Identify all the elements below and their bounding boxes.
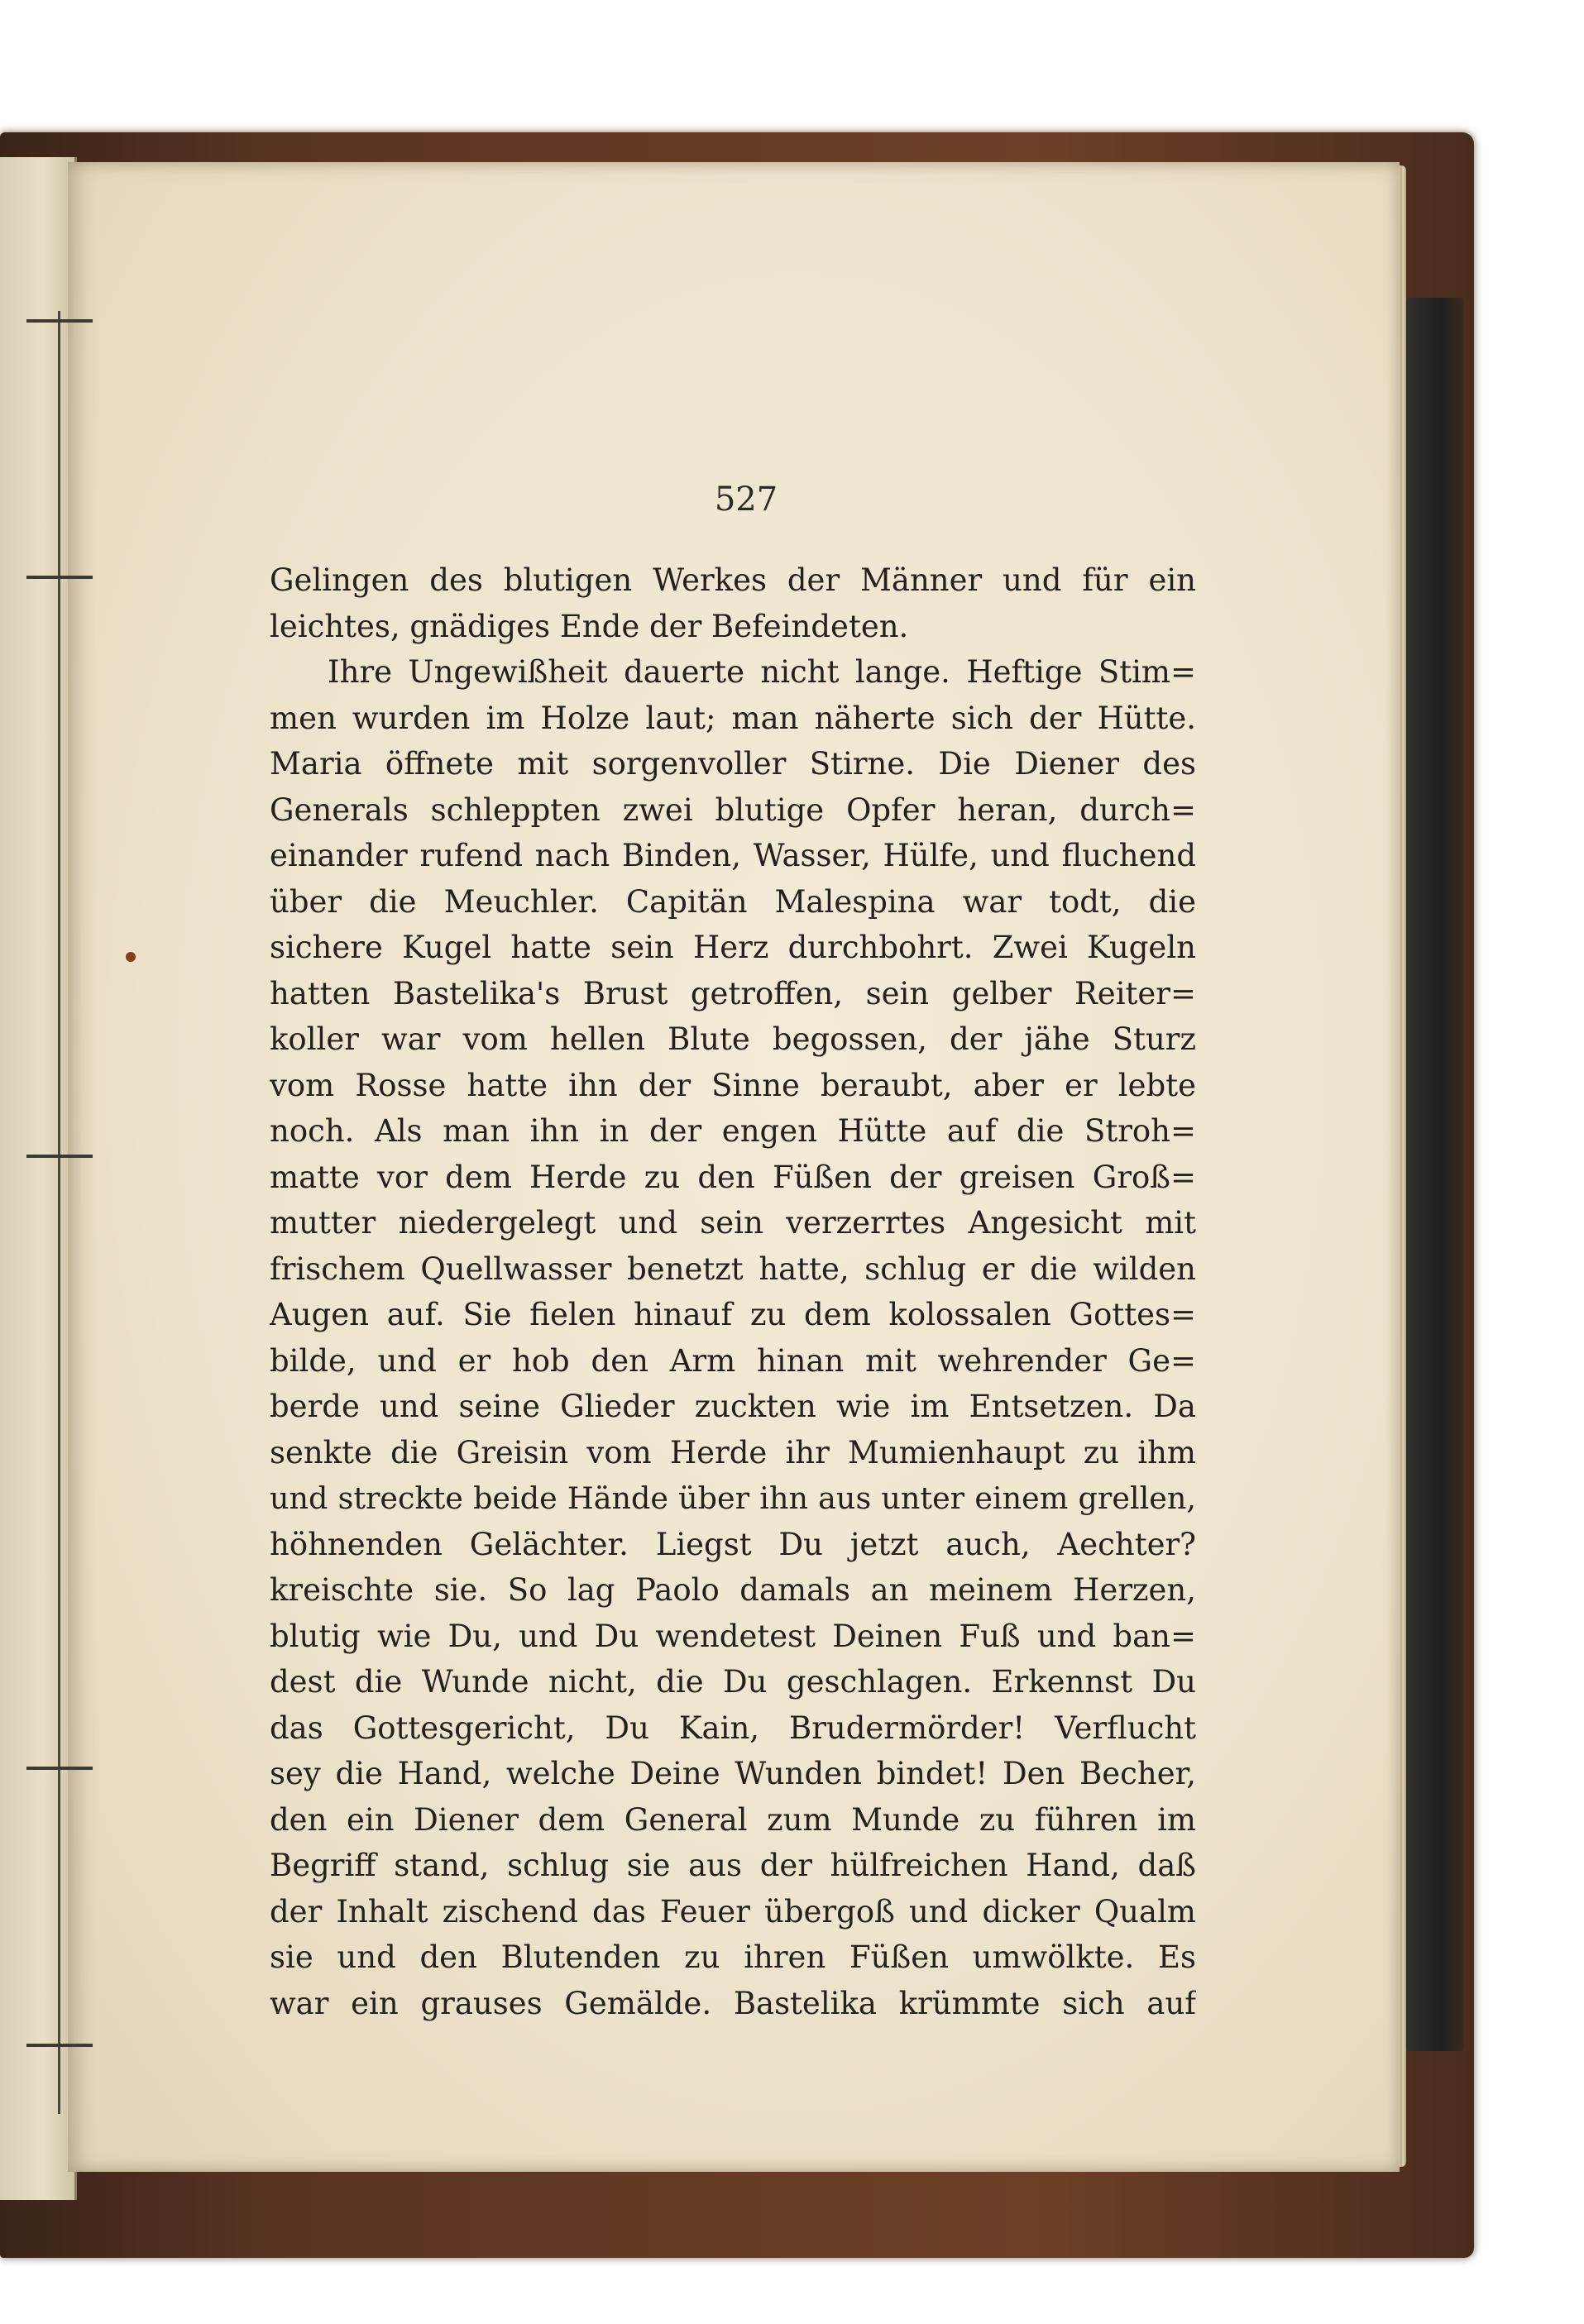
text-line: Maria öffnete mit sorgenvoller Stirne. Die Diener des (270, 746, 1196, 782)
text-line: sie und den Blutenden zu ihren Füßen umwölkte. Es (270, 1939, 1196, 1975)
foxing-spot (126, 952, 136, 962)
text-line: den ein Diener dem General zum Munde zu führen im (270, 1801, 1196, 1838)
binding-stitch (26, 576, 93, 579)
text-line: leichtes, gnädiges Ende der Befeindeten. (270, 608, 909, 644)
text-line: höhnenden Gelächter. Liegst Du jetzt auch, Aechter? (270, 1526, 1196, 1562)
text-line: noch. Als man ihn in der engen Hütte auf die Stroh= (270, 1113, 1196, 1149)
text-line: sichere Kugel hatte sein Herz durchbohrt. Zwei Kugeln (270, 930, 1196, 965)
text-line: kreischte sie. So lag Paolo damals an meinem Herzen, (270, 1572, 1196, 1608)
text-line: frischem Quellwasser benetzt hatte, schlug er die wilden (270, 1250, 1196, 1287)
binding-stitch (26, 2044, 93, 2047)
text-line: berde und seine Glieder zuckten wie im Entsetzen. Da (270, 1389, 1196, 1424)
text-line: Begriff stand, schlug sie aus der hülfreichen Hand, daß (270, 1848, 1196, 1883)
text-line: war ein grauses Gemälde. Bastelika krümmte sich auf (270, 1985, 1196, 2021)
left-page-edge (0, 157, 77, 2200)
text-line: das Gottesgericht, Du Kain, Brudermörder! Verflucht (270, 1710, 1196, 1746)
text-line: dest die Wunde nicht, die Du geschlagen. Erkennst Du (270, 1664, 1196, 1700)
text-line: sey die Hand, welche Deine Wunden bindet! Den Becher, (270, 1756, 1196, 1791)
text-line: koller war vom hellen Blute begossen, der jähe Sturz (270, 1021, 1196, 1057)
cover-edge (1406, 298, 1464, 2051)
text-line: senkte die Greisin vom Herde ihr Mumienhaupt zu ihm (270, 1434, 1196, 1470)
text-line: Gelingen des blutigen Werkes der Männer und für ein (270, 562, 1196, 598)
text-line: Augen auf. Sie fielen hinauf zu dem kolossalen Gottes= (270, 1297, 1196, 1332)
text-line: matte vor dem Herde zu den Füßen der greisen Groß= (270, 1159, 1196, 1195)
text-line: Generals schleppten zwei blutige Opfer heran, durch= (270, 791, 1196, 828)
text-line: über die Meuchler. Capitän Malespina war todt, die (270, 883, 1196, 920)
body-text (270, 557, 1196, 2026)
gutter-thread (58, 311, 60, 2114)
text-line: bilde, und er hob den Arm hinan mit wehrender Ge= (270, 1342, 1196, 1379)
text-line: men wurden im Holze laut; man näherte sich der Hütte. (270, 700, 1196, 736)
text-line: Ihre Ungewißheit dauerte nicht lange. Heftige Stim= (328, 654, 1196, 690)
text-line: einander rufend nach Binden, Wasser, Hülfe, und fluchend (270, 838, 1196, 873)
binding-stitch (26, 1155, 93, 1158)
binding-stitch (26, 319, 93, 323)
text-line: der Inhalt zischend das Feuer übergoß und dicker Qualm (270, 1893, 1196, 1929)
book-page (68, 162, 1400, 2172)
text-line: und streckte beide Hände über ihn aus unter einem grellen, (270, 1480, 1196, 1516)
text-line: vom Rosse hatte ihn der Sinne beraubt, aber er lebte (270, 1067, 1196, 1103)
text-line: mutter niedergelegt und sein verzerrtes Angesicht mit (270, 1205, 1196, 1241)
text-line: hatten Bastelika's Brust getroffen, sein gelber Reiter= (270, 975, 1196, 1011)
text-line: blutig wie Du, und Du wendetest Deinen Fuß und ban= (270, 1618, 1196, 1654)
page-number: 527 (714, 481, 778, 519)
binding-stitch (26, 1767, 93, 1770)
